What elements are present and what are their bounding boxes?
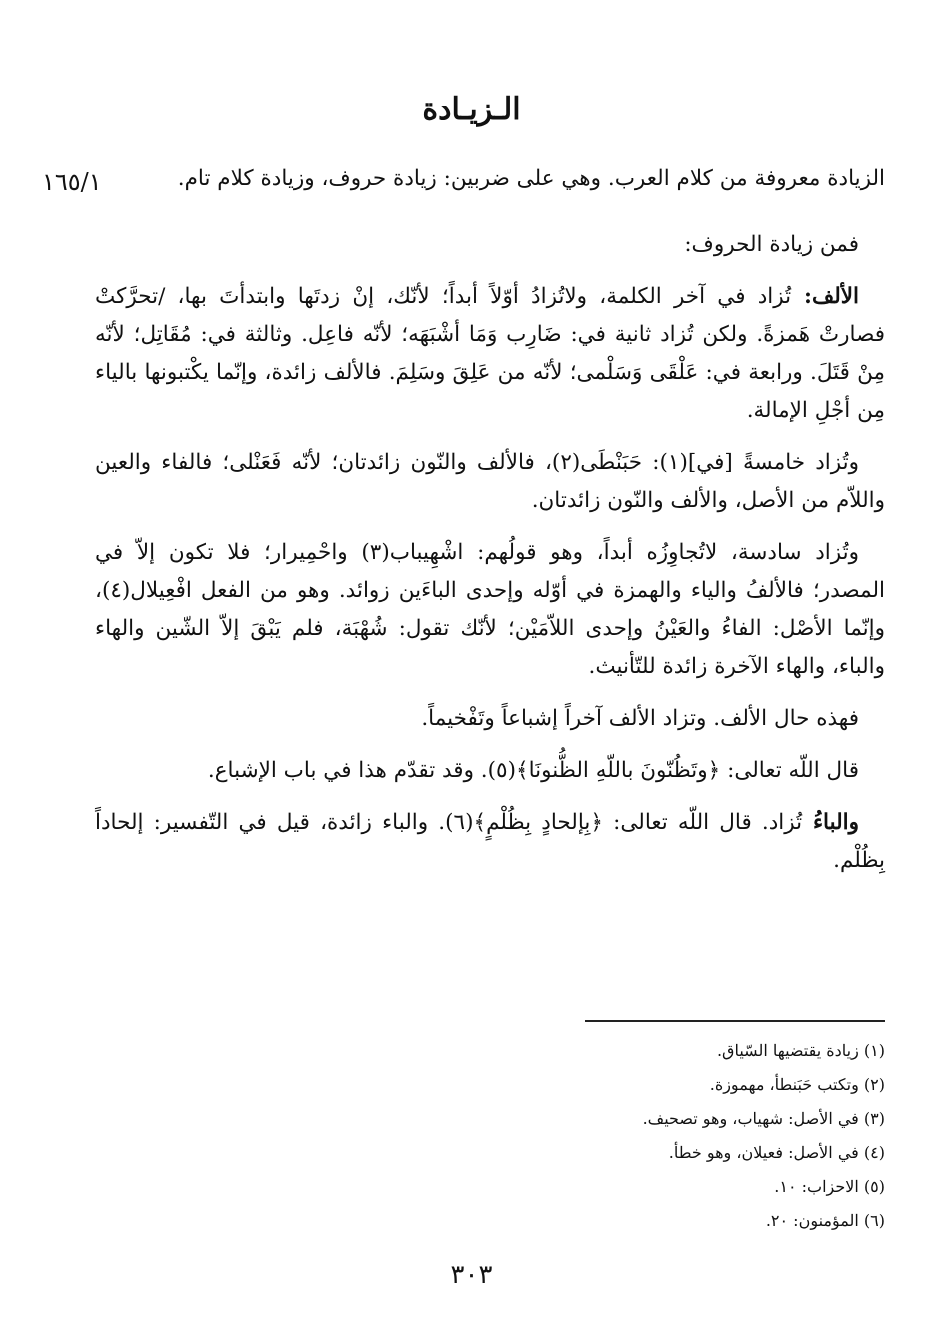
footnote-1: (١) زيادة يقتضيها السّياق. bbox=[716, 1041, 885, 1060]
footnote-4: (٤) في الأصل: فعيلان، وهو خطأ. bbox=[668, 1143, 885, 1162]
alif-text: تُزاد في آخر الكلمة، ولاتُزادُ أوّلاً أبداً؛ لأنّك، إنْ زدتَها وابتدأتَ بها، /تحرَّكتْ فصارتْ هَمزةً. ولكن تُزاد ثانية في: ضَارِب وَمَا أشْبَهَه؛ لأنّه فاعِل. وثالثة في: مُقَاتِل؛ لأنّه مِنْ قَتَلَ. ورابعة في: عَلْقَى وَسَلْمى؛ لأنّه من عَلِقَ وسَلِمَ. فالألف زائدة، وإنّما يكْتبونها بالياء مِن أجْلِ الإمالة. bbox=[95, 284, 885, 423]
paragraph-alif bbox=[95, 278, 885, 430]
main-text bbox=[95, 160, 885, 894]
paragraph-quran-quote: قال اللّه تعالى: ﴿وتَظُنّونَ باللّهِ الظُّنونَا﴾(٥). وقد تقدّم هذا في باب الإشباع. bbox=[207, 758, 859, 783]
footnote-2: (٢) وتكتب حَبَنطأ، مهموزة. bbox=[709, 1075, 885, 1094]
paragraph-intro: الزيادة معروفة من كلام العرب. وهي على ضربين: زيادة حروف، وزيادة كلام تام. bbox=[177, 166, 885, 191]
footnotes-list bbox=[185, 1034, 885, 1238]
baa-lead: والباءُ bbox=[802, 810, 859, 835]
page-title: الـزيـادة bbox=[422, 92, 521, 127]
paragraph-letters-heading: فمن زيادة الحروف: bbox=[684, 232, 859, 257]
footnote-6: (٦) المؤمنون: ٢٠. bbox=[765, 1211, 885, 1230]
alif-lead: الألف: bbox=[791, 284, 860, 309]
footnote-5: (٥) الاحزاب: ١٠. bbox=[774, 1177, 885, 1196]
page-number: ٣٠٣ bbox=[450, 1260, 493, 1290]
footnote-3: (٣) في الأصل: شهياب، وهو تصحيف. bbox=[642, 1109, 885, 1128]
paragraph-baa bbox=[95, 804, 885, 880]
paragraph-alif-summary: فهذه حال الألف. وتزاد الألف آخراً إشباعاً وتَفْخيماً. bbox=[421, 706, 859, 731]
footnote-divider bbox=[585, 1020, 885, 1022]
paragraph-fifth: وتُزاد خامسةً [في](١): حَبَنْطَى(٢)، فالألف والنّون زائدتان؛ لأنّه فَعَنْلى؛ فالفاء والعين واللاّم من الأصل، والألف والنّون زائدتان. bbox=[95, 450, 885, 513]
margin-reference: ١٦٥/١ bbox=[42, 168, 102, 196]
paragraph-sixth: وتُزاد سادسة، لاتُجاوِزُه أبداً، وهو قولُهم: اشْهِيباب(٣) واحْمِيرار؛ فلا تكون إلاّ في المصدر؛ فالألفُ والياء والهمزة في أوّله وإحدى الباءَين زوائد. وهو من الفعل افْعِيلال(٤)، وإنّما الأصْل: الفاءُ والعَيْنُ وإحدى اللاّمَيْن؛ لأنّك تقول: شُهْبَة، فلم يَبْقَ إلاّ الشّين والهاء والباء، والهاء الآخرة زائدة للتّأنيث. bbox=[95, 540, 885, 679]
baa-text: تُزاد. قال اللّه تعالى: ﴿بِإلحادٍ بِظُلْمٍ﴾(٦). والباء زائدة، قيل في التّفسير: إلحاداً بِظُلْم. bbox=[95, 810, 885, 873]
